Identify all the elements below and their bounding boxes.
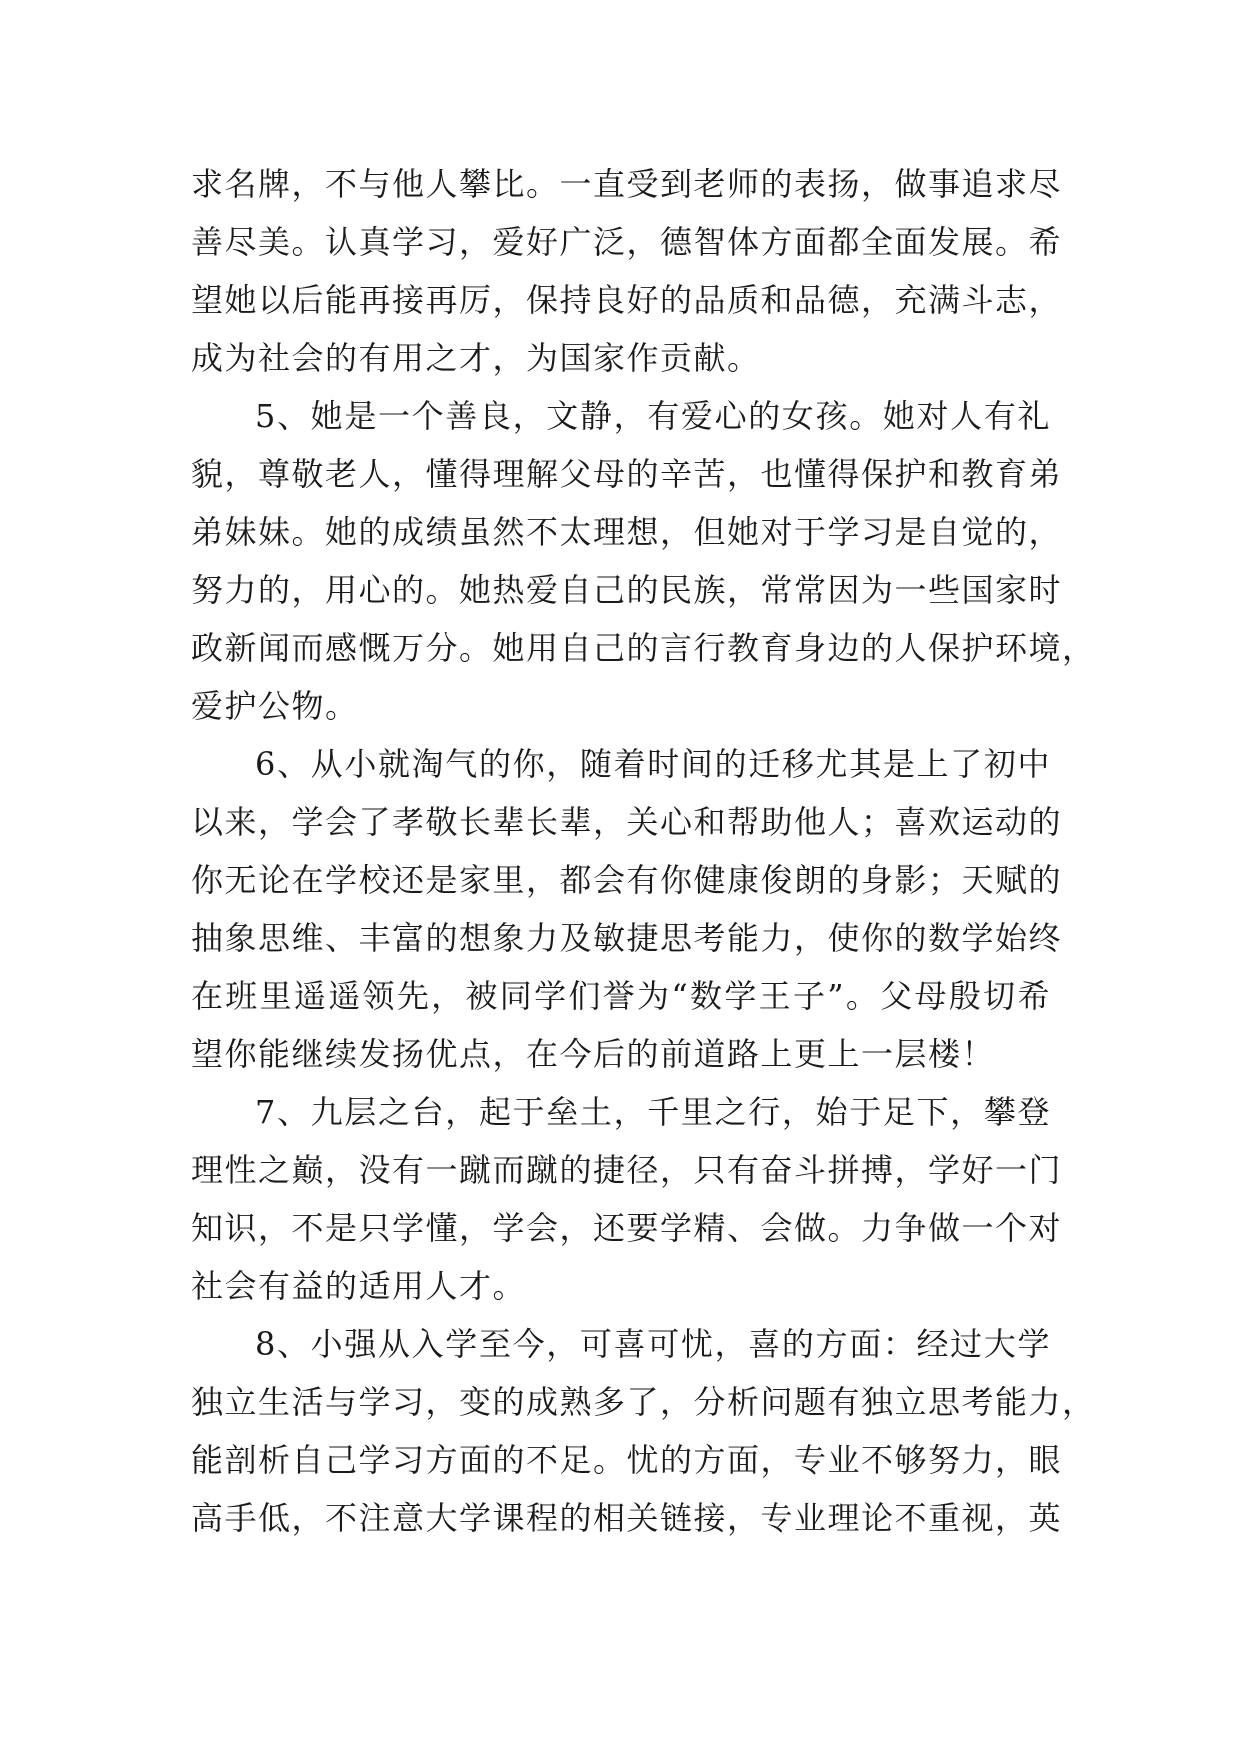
paragraph-6	[191, 735, 1063, 1083]
text-line: 高手低，不注意大学课程的相关链接，专业理论不重视，英	[191, 1499, 1063, 1537]
paragraph-8	[191, 1315, 1096, 1547]
text-line: 6、从小就淘气的你，随着时间的迁移尤其是上了初中	[255, 745, 1051, 783]
text-line: 求名牌，不与他人攀比。一直受到老师的表扬，做事追求尽	[191, 165, 1063, 203]
text-line: 独立生活与学习，变的成熟多了，分析问题有独立思考能力，	[191, 1383, 1096, 1421]
text-line: 貌，尊敬老人，懂得理解父母的辛苦，也懂得保护和教育弟	[191, 455, 1063, 493]
text-line: 爱护公物。	[191, 687, 359, 725]
text-line: 知识，不是只学懂，学会，还要学精、会做。力争做一个对	[191, 1209, 1063, 1247]
document-body	[191, 155, 1096, 1547]
text-line: 8、小强从入学至今，可喜可忧，喜的方面：经过大学	[255, 1325, 1051, 1363]
text-line: 在班里遥遥领先，被同学们誉为“数学王子”。父母殷切希	[191, 977, 1051, 1015]
text-line: 成为社会的有用之才，为国家作贡献。	[191, 339, 761, 377]
paragraph-5	[191, 387, 1096, 735]
paragraph-4-continuation	[191, 155, 1063, 387]
text-line: 理性之巅，没有一蹴而蹴的捷径，只有奋斗拼搏，学好一门	[191, 1151, 1063, 1189]
text-line: 能剖析自己学习方面的不足。忧的方面，专业不够努力，眼	[191, 1441, 1063, 1479]
paragraph-7	[191, 1083, 1063, 1315]
text-line: 弟妹妹。她的成绩虽然不太理想，但她对于学习是自觉的，	[191, 513, 1063, 551]
text-line: 5、她是一个善良，文静，有爱心的女孩。她对人有礼	[255, 397, 1051, 435]
text-line: 社会有益的适用人才。	[191, 1267, 527, 1305]
text-line: 努力的，用心的。她热爱自己的民族，常常因为一些国家时	[191, 571, 1063, 609]
text-line: 你无论在学校还是家里，都会有你健康俊朗的身影；天赋的	[191, 861, 1063, 899]
text-line: 抽象思维、丰富的想象力及敏捷思考能力，使你的数学始终	[191, 919, 1063, 957]
text-line: 望你能继续发扬优点，在今后的前道路上更上一层楼！	[191, 1035, 996, 1073]
text-line: 善尽美。认真学习，爱好广泛，德智体方面都全面发展。希	[191, 223, 1063, 261]
text-line: 政新闻而感慨万分。她用自己的言行教育身边的人保护环境，	[191, 629, 1096, 667]
text-line: 7、九层之台，起于垒土，千里之行，始于足下，攀登	[255, 1093, 1051, 1131]
text-line: 以来，学会了孝敬长辈长辈，关心和帮助他人；喜欢运动的	[191, 803, 1063, 841]
text-line: 望她以后能再接再厉，保持良好的品质和品德，充满斗志，	[191, 281, 1063, 319]
